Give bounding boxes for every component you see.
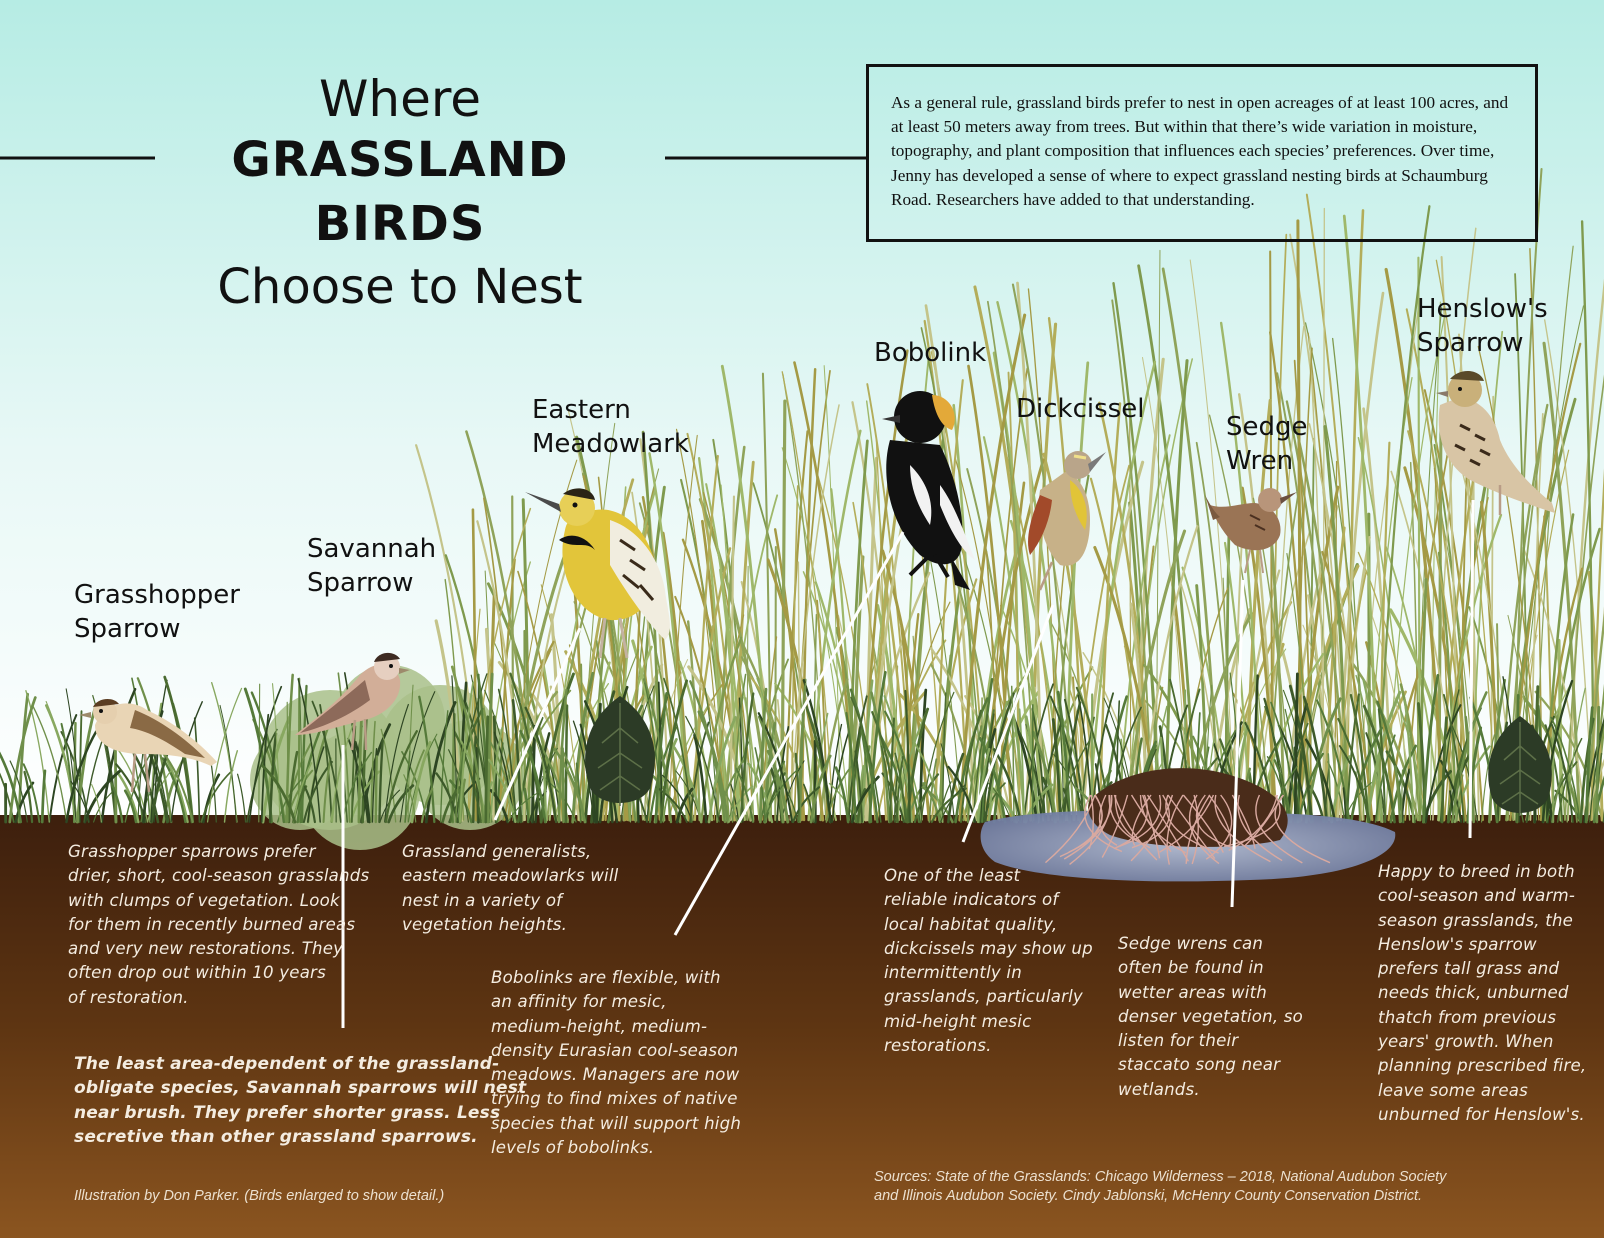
bird-name-line: Grasshopper <box>74 580 240 610</box>
bird-name-bobolink <box>874 336 986 370</box>
note-line: density Eurasian cool-season <box>491 1040 739 1060</box>
sources-line: and Illinois Audubon Society. Cindy Jablonski, McHenry County Conservation District. <box>874 1187 1423 1204</box>
note-line: wetlands. <box>1118 1079 1200 1099</box>
bird-name-line: Sparrow <box>74 614 181 644</box>
bird-name-line: Bobolink <box>874 338 987 368</box>
note-line: prefers tall grass and <box>1378 959 1560 979</box>
note-line: leave some areas <box>1378 1080 1528 1100</box>
bird-name-line: Wren <box>1226 446 1294 476</box>
note-line: Bobolinks are flexible, with <box>491 968 721 987</box>
note-line: Henslow's sparrow <box>1378 934 1537 954</box>
note-line: denser vegetation, so <box>1118 1006 1303 1026</box>
note-line: intermittently in <box>884 963 1022 983</box>
note-line: and very new restorations. They <box>68 939 344 959</box>
grass-blade <box>563 748 564 822</box>
note-line: obligate species, Savannah sparrows will nest <box>74 1078 527 1099</box>
bird-name-line: Sparrow <box>307 568 414 598</box>
note-grasshopper-sparrow <box>68 840 369 1010</box>
note-line: levels of bobolinks. <box>491 1138 655 1158</box>
bird-name-line: Dickcissel <box>1016 394 1145 424</box>
note-line: drier, short, cool-season grasslands <box>68 866 370 886</box>
note-line: wetter areas with <box>1118 982 1267 1002</box>
title-line-choose-to-nest: Choose to Nest <box>217 259 583 315</box>
note-bobolink <box>491 966 741 1160</box>
note-line: staccato song near <box>1118 1055 1281 1075</box>
bird-name-sedge-wren <box>1226 410 1308 478</box>
note-line: restorations. <box>884 1036 992 1056</box>
note-line: nest in a variety of <box>402 890 563 910</box>
note-line: medium-height, medium- <box>491 1016 708 1036</box>
note-line: often drop out within 10 years <box>68 963 326 983</box>
note-line: for them in recently burned areas <box>68 914 356 934</box>
illustration-credit: Illustration by Don Parker. (Birds enlarged to show detail.) <box>74 1188 445 1204</box>
note-sedge-wren <box>1118 932 1303 1102</box>
bird-name-henslows-sparrow <box>1417 292 1548 360</box>
bird-name-eastern-meadowlark <box>532 393 689 461</box>
note-line: with clumps of vegetation. Look <box>68 890 340 910</box>
note-line: Grasshopper sparrows prefer <box>68 842 316 861</box>
note-henslows-sparrow <box>1378 860 1586 1127</box>
bird-name-line: Sedge <box>1226 412 1308 442</box>
note-line: secretive than other grassland sparrows. <box>74 1126 478 1147</box>
title-line-where: Where <box>318 70 482 128</box>
note-line: listen for their <box>1118 1031 1239 1051</box>
note-line: near brush. They prefer shorter grass. Less <box>74 1102 501 1123</box>
title-block <box>150 70 650 318</box>
bird-name-line: Eastern <box>532 395 631 425</box>
note-line: One of the least <box>884 866 1021 885</box>
intro-text-box: As a general rule, grassland birds prefer to nest in open acreages of at least 100 acres, and at least 50 meters away from trees. But within that there’s wide variation in moisture, topography, and plant composition that influences each species’ preferences. Over time, Jenny has developed a sense of where to expect grassland nesting birds at Schaumburg Road. Researchers have added to that understanding. <box>866 64 1538 242</box>
grass-blade <box>376 756 377 822</box>
note-line: thatch from previous <box>1378 1007 1557 1027</box>
note-line: years' growth. When <box>1378 1032 1554 1052</box>
note-line: local habitat quality, <box>884 914 1058 934</box>
sources-credit <box>874 1168 1446 1205</box>
note-line: an affinity for mesic, <box>491 992 667 1012</box>
note-dickcissel <box>884 864 1093 1058</box>
bird-name-line: Savannah <box>307 534 437 564</box>
note-line: mid-height mesic <box>884 1011 1032 1031</box>
note-line: of restoration. <box>68 987 189 1007</box>
note-line: trying to find mixes of native <box>491 1089 738 1109</box>
bird-name-savannah-sparrow <box>307 532 436 600</box>
note-line: Happy to breed in both <box>1378 862 1575 881</box>
bird-name-line: Henslow's <box>1417 294 1548 324</box>
bird-name-dickcissel <box>1016 392 1144 426</box>
note-line: season grasslands, the <box>1378 910 1574 930</box>
note-line: meadows. Managers are now <box>491 1065 740 1085</box>
note-line: often be found in <box>1118 958 1264 978</box>
title-line-grassland-birds: GRASSLAND BIRDS <box>231 132 569 252</box>
note-line: Grassland generalists, <box>402 842 592 861</box>
sources-line: Sources: State of the Grasslands: Chicago Wilderness – 2018, National Audubon Society <box>874 1169 1447 1185</box>
note-savannah-sparrow <box>74 1052 526 1149</box>
grass-blade <box>566 706 567 822</box>
bird-name-line: Sparrow <box>1417 328 1524 358</box>
bird-name-line: Meadowlark <box>532 429 689 459</box>
note-line: vegetation heights. <box>402 914 568 934</box>
note-line: Sedge wrens can <box>1118 934 1264 953</box>
note-line: planning prescribed fire, <box>1378 1056 1587 1076</box>
note-line: dickcissels may show up <box>884 938 1093 958</box>
note-line: reliable indicators of <box>884 890 1059 910</box>
note-eastern-meadowlark <box>402 840 618 937</box>
note-line: species that will support high <box>491 1113 742 1133</box>
note-line: unburned for Henslow's. <box>1378 1104 1585 1124</box>
note-line: The least area-dependent of the grassland- <box>74 1054 500 1074</box>
note-line: needs thick, unburned <box>1378 983 1569 1003</box>
note-line: grasslands, particularly <box>884 987 1083 1007</box>
note-line: cool-season and warm- <box>1378 886 1576 906</box>
bird-name-grasshopper-sparrow <box>74 578 240 646</box>
note-line: eastern meadowlarks will <box>402 866 619 886</box>
